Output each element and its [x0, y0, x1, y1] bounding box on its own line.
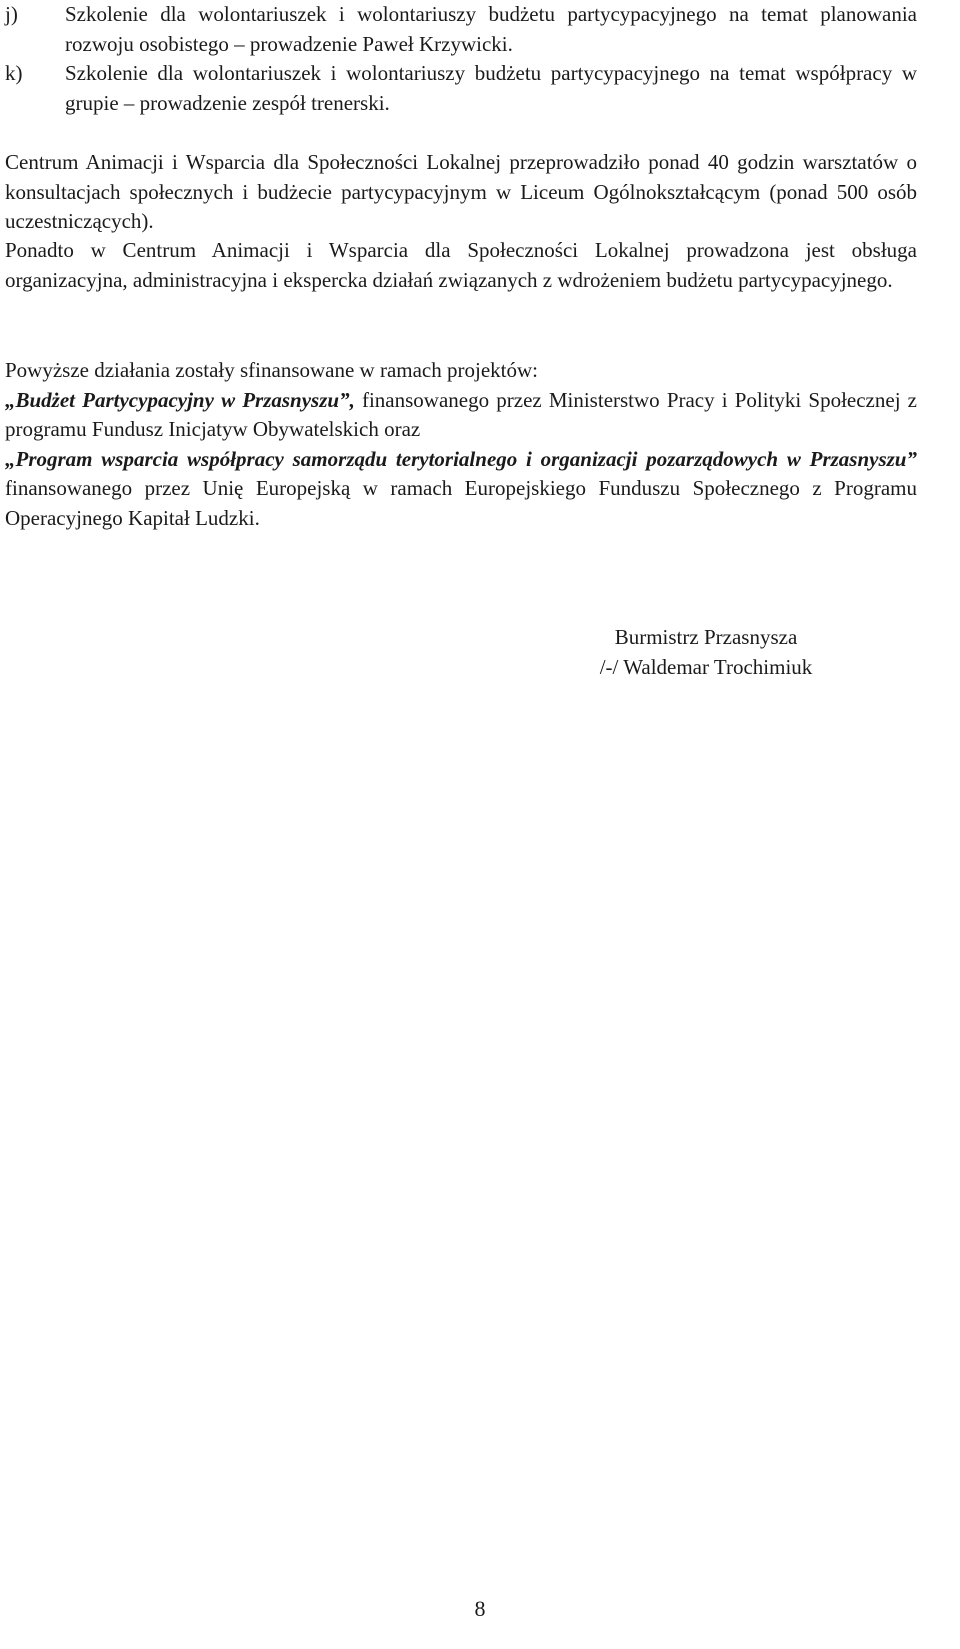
list-item-text: Szkolenie dla wolontariuszek i wolontariuszy budżetu partycypacyjnego na temat współpracy w grupie – prowadzenie zespół trenerski. — [65, 61, 917, 115]
list-item — [5, 59, 917, 118]
project-2-description: finansowanego przez Unię Europejską w ramach Europejskiego Funduszu Społecznego z Programu Operacyjnego Kapitał Ludzki. — [5, 476, 917, 530]
list-marker: k) — [5, 61, 23, 85]
signature-title: Burmistrz Przasnysza — [614, 625, 798, 649]
list-item-text: Szkolenie dla wolontariuszek i wolontariuszy budżetu partycypacyjnego na temat planowania rozwoju osobistego – prowadzenie Paweł Krzywicki. — [65, 2, 917, 56]
list-marker: j) — [5, 2, 18, 26]
financing-project-2 — [5, 445, 917, 534]
signature-block — [556, 622, 856, 682]
paragraph-service: Ponadto w Centrum Animacji i Wsparcia dla Społeczności Lokalnej prowadzona jest obsługa organizacyjna, administracyjna i ekspercka działań związanych z wdrożeniem budżetu partycypacyjnego. — [5, 238, 917, 292]
financing-intro: Powyższe działania zostały sfinansowane w ramach projektów: — [5, 358, 538, 382]
list — [5, 0, 917, 118]
page-number: 8 — [474, 1596, 486, 1621]
project-1-description: finansowanego przez Ministerstwo Pracy i Polityki Społecznej z programu Fundusz Inicjatyw Obywatelskich oraz — [5, 387, 917, 441]
financing-project-1 — [5, 386, 917, 445]
list-item — [5, 0, 917, 59]
project-2-title: „Program wsparcia współpracy samorządu terytorialnego i organizacji pozarządowych w Przasnyszu” — [5, 446, 917, 471]
project-1-title: „Budżet Partycypacyjny w Przasnyszu”, — [5, 387, 355, 412]
paragraph-workshops: Centrum Animacji i Wsparcia dla Społeczności Lokalnej przeprowadziło ponad 40 godzin warsztatów o konsultacjach społecznych i budżecie partycypacyjnym w Liceum Ogólnokształcącym (ponad 500 osób uczestniczących). — [5, 150, 917, 233]
signature-name: /-/ Waldemar Trochimiuk — [599, 655, 813, 679]
paragraph-financing — [5, 356, 917, 533]
